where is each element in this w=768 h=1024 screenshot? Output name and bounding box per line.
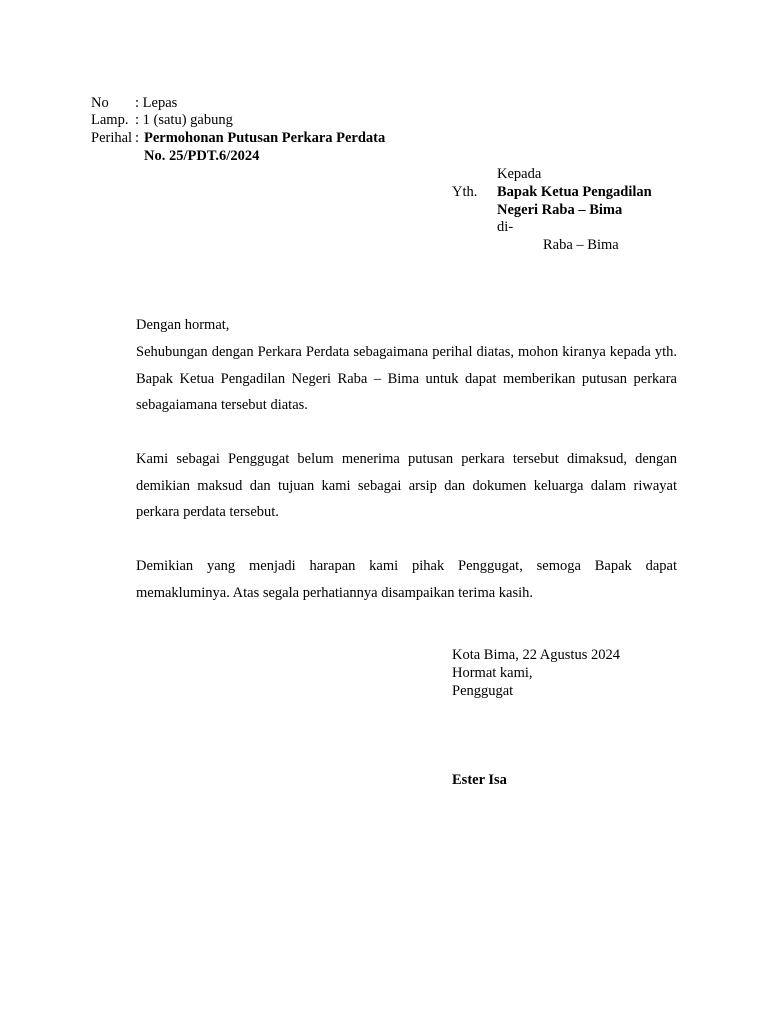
no-value: : Lepas [135, 95, 178, 111]
body-paragraph-1: Sehubungan dengan Perkara Perdata sebagaimana perihal diatas, mohon kiranya kepada yth. Bapak Ketua Pengadilan Negeri Raba – Bima untuk dapat memberikan putusan perkara sebagaiamana tersebut diatas. [136, 344, 677, 414]
perihal-label: Perihal [91, 130, 133, 146]
recipient-di: di- [497, 219, 514, 235]
body-paragraph-2: Kami sebagai Penggugat belum menerima putusan perkara tersebut dimaksud, dengan demikian maksud dan tujuan kami sebagai arsip dan dokumen keluarga dalam riwayat perkara perdata tersebut. [136, 451, 677, 521]
recipient-place: Raba – Bima [543, 237, 619, 253]
recipient-name-line2: Negeri Raba – Bima [497, 202, 623, 218]
greeting: Dengan hormat, [136, 317, 230, 333]
perihal-colon: : [135, 130, 140, 146]
place-date: Kota Bima, 22 Agustus 2024 [452, 647, 620, 663]
perihal-subject-line2: No. 25/PDT.6/2024 [144, 148, 260, 164]
lamp-value: : 1 (satu) gabung [135, 112, 233, 128]
perihal-subject-line1: Permohonan Putusan Perkara Perdata [144, 130, 386, 146]
recipient-name-line1: Bapak Ketua Pengadilan [497, 184, 652, 200]
recipient-kepada: Kepada [497, 166, 542, 182]
body-paragraph-3: Demikian yang menjadi harapan kami pihak Penggugat, semoga Bapak dapat memakluminya. Atas segala perhatiannya disampaikan terima kasih. [136, 558, 677, 601]
recipient-yth: Yth. [452, 184, 478, 200]
closing-regards: Hormat kami, [452, 665, 533, 681]
lamp-label: Lamp. [91, 112, 129, 128]
no-label: No [91, 95, 109, 111]
closing-role: Penggugat [452, 683, 514, 699]
signatory-name: Ester Isa [452, 772, 507, 788]
